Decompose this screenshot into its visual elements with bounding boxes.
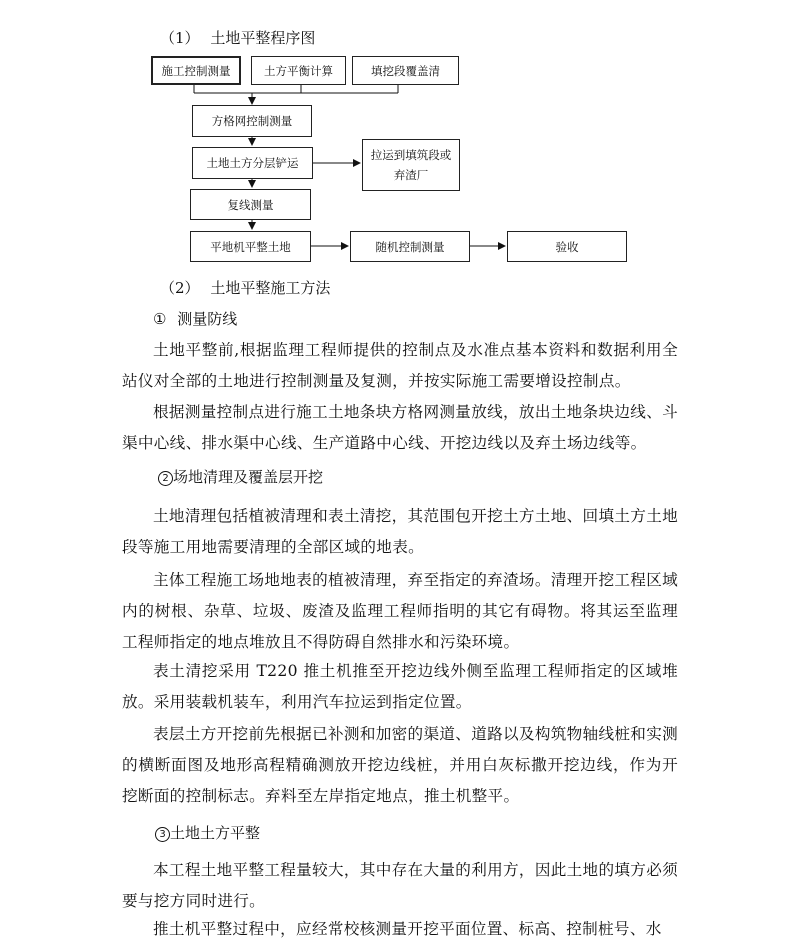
subheading-3-title: 土地土方平整 xyxy=(170,824,261,842)
section-2-title: 土地平整施工方法 xyxy=(210,279,331,297)
paragraph-5: 表土清挖采用 T220 推土机推至开挖边线外侧至监理工程师指定的区域堆放。采用装载机装车，利用汽车拉运到指定位置。 xyxy=(122,662,678,711)
subheading-site-clearing xyxy=(158,466,323,487)
paragraph-8: 推土机平整过程中，应经常校核测量开挖平面位置、标高、控制桩号、水 xyxy=(153,920,662,938)
flow-box-construction-control-survey: 施工控制测量 xyxy=(151,56,241,85)
paragraph-4: 主体工程施工场地地表的植被清理，弃至指定的弃渣场。清理开挖工程区域内的树根、杂草、垃圾、废渣及监理工程师指明的其它有碍物。将其运至监理工程师指定的地点堆放且不得防碍自然排水和污染环境。 xyxy=(122,571,678,651)
paragraph-1: 土地平整前,根据监理工程师提供的控制点及水准点基本资料和数据利用全站仪对全部的土地进行控制测量及复测，并按实际施工需要增设控制点。 xyxy=(122,341,678,390)
flow-box-grid-control-survey: 方格网控制测量 xyxy=(192,105,312,137)
flow-box-grader-leveling: 平地机平整土地 xyxy=(190,231,311,262)
flow-box-fill-cut-cover-clear: 填挖段覆盖清 xyxy=(352,56,459,85)
section-2-heading xyxy=(160,277,330,298)
paragraph-2: 根据测量控制点进行施工土地条块方格网测量放线，放出土地条块边线、斗渠中心线、排水渠中心线、生产道路中心线、开挖边线以及弃土场边线等。 xyxy=(122,403,678,452)
flow-box-earthwork-balance-calc: 土方平衡计算 xyxy=(251,56,346,85)
subheading-3-marker: 3 xyxy=(155,827,170,842)
subheading-earth-leveling xyxy=(155,822,260,843)
subheading-2-marker: 2 xyxy=(158,471,173,486)
paragraph-3: 土地清理包括植被清理和表土清挖，其范围包开挖土方土地、回填土方土地段等施工用地需要清理的全部区域的地表。 xyxy=(122,507,678,556)
paragraph-6: 表层土方开挖前先根据已补测和加密的渠道、道路以及构筑物轴线桩和实测的横断面图及地形高程精确测放开挖边线桩，并用白灰标撒开挖边线，作为开挖断面的控制标志。弃料至左岸指定地点，推土机整平。 xyxy=(122,725,678,805)
subheading-1-title: 测量防线 xyxy=(177,310,238,328)
section-1-number: （1） xyxy=(160,29,200,47)
flow-box-layered-shovel-transport: 土地土方分层铲运 xyxy=(192,147,313,179)
section-1-title: 土地平整程序图 xyxy=(210,29,316,47)
flow-box-random-control-survey: 随机控制测量 xyxy=(350,231,470,262)
flow-box-haul-to-fill-or-spoil: 拉运到填筑段或弃渣厂 xyxy=(362,139,460,191)
subheading-1-marker: ① xyxy=(153,310,167,328)
flow-box-acceptance: 验收 xyxy=(507,231,627,262)
paragraph-7: 本工程土地平整工程量较大，其中存在大量的利用方，因此土地的填方必须要与挖方同时进行。 xyxy=(122,861,678,910)
subheading-survey-lines xyxy=(153,308,237,329)
section-2-number: （2） xyxy=(160,279,200,297)
flow-box-resurvey: 复线测量 xyxy=(190,189,311,220)
subheading-2-title: 场地清理及覆盖层开挖 xyxy=(173,468,324,486)
